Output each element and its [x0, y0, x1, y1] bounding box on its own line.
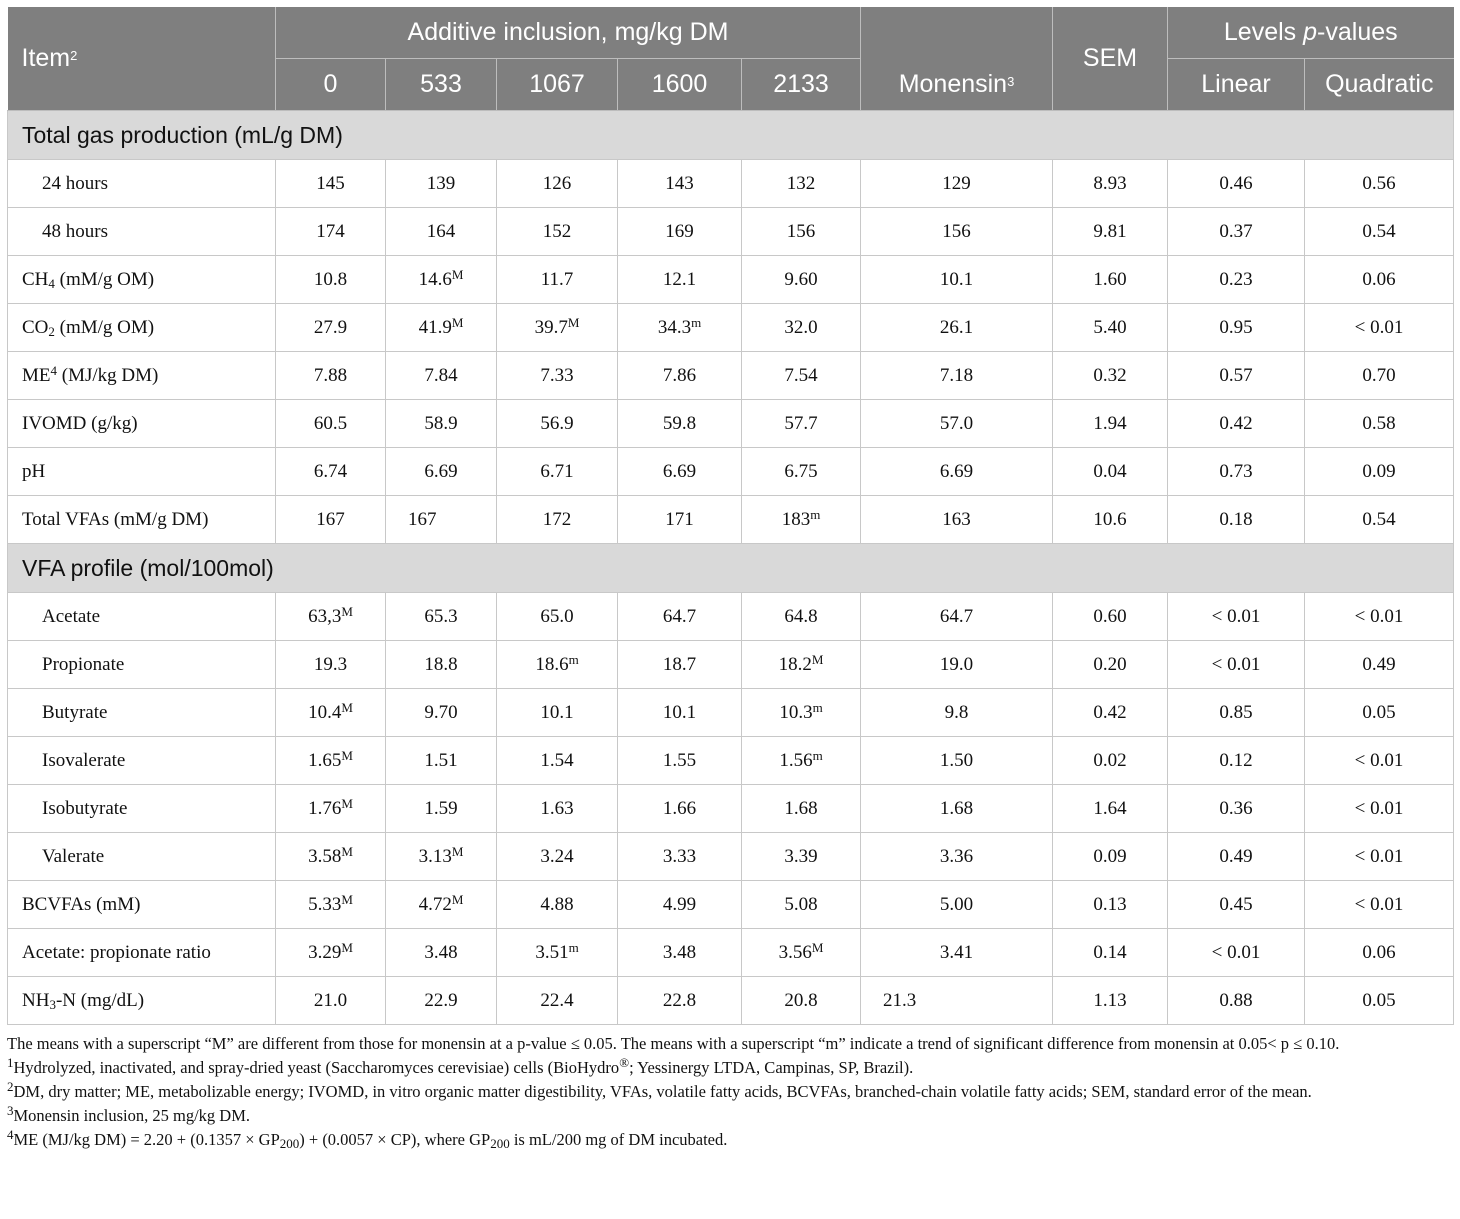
monensin-header: Monensin$^3$: [861, 59, 1053, 111]
table-cell: 5.08: [742, 881, 861, 929]
table-row: [8, 689, 1454, 737]
footnote-2: $^2$DM, dry matter; ME, metabolizable energy; IVOMD, in vitro organic matter digestibility, VFAs, volatile fatty acids, BCVFAs, branched-chain volatile fatty acids; SEM, standard error of the mean.: [7, 1079, 1312, 1101]
row-label: $NH_3-N$ (mg/dL): [8, 977, 276, 1025]
table-cell: 7.88: [276, 352, 386, 400]
table-cell: 143: [618, 160, 742, 208]
table-cell: 0.54: [1305, 496, 1454, 544]
footnote-3: $^3$Monensin inclusion, 25 mg/kg DM.: [7, 1103, 251, 1125]
table-cell: 12.1: [618, 256, 742, 304]
table-cell: 5.00: [861, 881, 1053, 929]
level-header-1067: 1067: [497, 59, 618, 111]
table-cell: 1.63: [497, 785, 618, 833]
table-cell: 3.41: [861, 929, 1053, 977]
table-cell: 139: [386, 160, 497, 208]
table-cell: < 0.01: [1305, 304, 1454, 352]
table-row: [8, 593, 1454, 641]
significance-mark: M: [451, 891, 464, 907]
table-cell: $14.6^M$: [386, 256, 497, 304]
table-cell: < 0.01: [1168, 641, 1305, 689]
table-cell: 0.23: [1168, 256, 1305, 304]
table-cell: 152: [497, 208, 618, 256]
significance-mark: M: [811, 939, 824, 955]
table-row: [8, 160, 1454, 208]
table-cell: 164: [386, 208, 497, 256]
table-cell: 26.1: [861, 304, 1053, 352]
table-cell: $3.13^M$: [386, 833, 497, 881]
significance-mark: m: [812, 699, 823, 715]
table-cell: 6.74: [276, 448, 386, 496]
table-cell: 1.64: [1053, 785, 1168, 833]
row-label: 24 hours: [8, 160, 276, 208]
table-cell: 22.8: [618, 977, 742, 1025]
table-cell: 0.45: [1168, 881, 1305, 929]
table-cell: < 0.01: [1305, 785, 1454, 833]
sem-header: SEM: [1053, 7, 1168, 111]
table-cell: < 0.01: [1305, 833, 1454, 881]
table-cell: 0.06: [1305, 256, 1454, 304]
item-header: Item$^2$: [8, 7, 276, 111]
table-row: [8, 208, 1454, 256]
significance-mark: M: [341, 699, 353, 715]
significance-mark: M: [341, 939, 353, 955]
table-cell: $39.7^M$: [497, 304, 618, 352]
table-cell: 0.58: [1305, 400, 1454, 448]
significance-mark: M: [341, 603, 353, 619]
table-cell: 1.50: [861, 737, 1053, 785]
table-cell: 3.48: [386, 929, 497, 977]
table-cell: 57.0: [861, 400, 1053, 448]
table-cell: 6.71: [497, 448, 618, 496]
section-header-row: [8, 111, 1454, 160]
table-cell: 1.51: [386, 737, 497, 785]
table-cell: 1.60: [1053, 256, 1168, 304]
section-header-row: [8, 544, 1454, 593]
table-cell: 18.6$^m$: [497, 641, 618, 689]
table-cell: 0.09: [1305, 448, 1454, 496]
significance-mark: m: [810, 506, 821, 522]
table-cell: 64.8: [742, 593, 861, 641]
table-cell: 0.49: [1305, 641, 1454, 689]
significance-mark: M: [341, 843, 353, 859]
table-cell: 156: [861, 208, 1053, 256]
table-cell: $4.72^M$: [386, 881, 497, 929]
table-cell: 4.88: [497, 881, 618, 929]
table-cell: 21.0: [276, 977, 386, 1025]
significance-mark: m: [568, 651, 579, 667]
table-cell: 1.56$^m$: [742, 737, 861, 785]
table-cell: 0.18: [1168, 496, 1305, 544]
table-cell: 6.69: [386, 448, 497, 496]
table-cell: 6.69: [618, 448, 742, 496]
table-cell: 0.04: [1053, 448, 1168, 496]
table-cell: 3.48: [618, 929, 742, 977]
table-cell: $5.33^M$: [276, 881, 386, 929]
level-header-1600: 1600: [618, 59, 742, 111]
table-cell: 57.7: [742, 400, 861, 448]
table-cell: 9.60: [742, 256, 861, 304]
row-label: $CO_2$ (mM/g OM): [8, 304, 276, 352]
row-label: IVOMD (g/kg): [8, 400, 276, 448]
significance-mark: M: [451, 314, 464, 330]
table-cell: 18.7: [618, 641, 742, 689]
table-cell: < 0.01: [1305, 737, 1454, 785]
table-cell: 19.0: [861, 641, 1053, 689]
table-cell: 10.1: [618, 689, 742, 737]
table-cell: 167: [386, 496, 497, 544]
table-cell: 0.09: [1053, 833, 1168, 881]
table-cell: 3.33: [618, 833, 742, 881]
table-cell: 1.13: [1053, 977, 1168, 1025]
table-cell: 21.3: [861, 977, 1053, 1025]
table-cell: 11.7: [497, 256, 618, 304]
table-row: [8, 496, 1454, 544]
significance-mark: M: [451, 843, 464, 859]
table-cell: 10.1: [861, 256, 1053, 304]
table-cell: 4.99: [618, 881, 742, 929]
row-label: Total VFAs (mM/g DM): [8, 496, 276, 544]
results-table: [7, 7, 1454, 1025]
table-cell: 129: [861, 160, 1053, 208]
table-cell: 3.51$^m$: [497, 929, 618, 977]
table-cell: 0.54: [1305, 208, 1454, 256]
table-cell: 60.5: [276, 400, 386, 448]
table-cell: 0.37: [1168, 208, 1305, 256]
table-cell: 1.55: [618, 737, 742, 785]
table-cell: 171: [618, 496, 742, 544]
row-label: 48 hours: [8, 208, 276, 256]
table-cell: 9.81: [1053, 208, 1168, 256]
row-label: BCVFAs (mM): [8, 881, 276, 929]
table-cell: 7.54: [742, 352, 861, 400]
table-body: [8, 111, 1454, 1025]
table-cell: 22.9: [386, 977, 497, 1025]
table-cell: 132: [742, 160, 861, 208]
table-cell: 22.4: [497, 977, 618, 1025]
table-cell: 3.36: [861, 833, 1053, 881]
table-cell: 0.49: [1168, 833, 1305, 881]
table-cell: < 0.01: [1305, 881, 1454, 929]
table-header: [8, 7, 1454, 111]
monensin-header-top: [861, 7, 1053, 59]
table-cell: 0.05: [1305, 977, 1454, 1025]
significance-mark: M: [451, 266, 464, 282]
table-cell: 56.9: [497, 400, 618, 448]
table-cell: 32.0: [742, 304, 861, 352]
table-cell: 172: [497, 496, 618, 544]
table-cell: 19.3: [276, 641, 386, 689]
table-cell: 0.46: [1168, 160, 1305, 208]
table-cell: 0.12: [1168, 737, 1305, 785]
table-cell: 169: [618, 208, 742, 256]
linear-header: Linear: [1168, 59, 1305, 111]
table-cell: 64.7: [618, 593, 742, 641]
table-container: [7, 7, 1453, 1152]
table-cell: 156: [742, 208, 861, 256]
table-cell: 0.02: [1053, 737, 1168, 785]
table-cell: $41.9^M$: [386, 304, 497, 352]
table-cell: 9.70: [386, 689, 497, 737]
footnote-main: The means with a superscript “M” are different from those for monensin at a p-value ≤ 0.05. The means with a superscript “m” indicate a trend of significant difference from monensin at 0.05< p ≤ 0.10.: [7, 1034, 1340, 1053]
table-cell: 18.8: [386, 641, 497, 689]
table-row: [8, 737, 1454, 785]
table-cell: < 0.01: [1305, 593, 1454, 641]
table-cell: 65.0: [497, 593, 618, 641]
table-cell: 9.8: [861, 689, 1053, 737]
table-cell: < 0.01: [1168, 593, 1305, 641]
table-row: [8, 304, 1454, 352]
table-cell: 163: [861, 496, 1053, 544]
table-cell: 64.7: [861, 593, 1053, 641]
table-row: [8, 400, 1454, 448]
table-cell: 145: [276, 160, 386, 208]
table-cell: 34.3$^m$: [618, 304, 742, 352]
significance-mark: M: [811, 651, 824, 667]
row-label: Valerate: [8, 833, 276, 881]
level-header-0: 0: [276, 59, 386, 111]
table-cell: 10.1: [497, 689, 618, 737]
row-label: pH: [8, 448, 276, 496]
significance-mark: M: [341, 795, 353, 811]
table-cell: 0.32: [1053, 352, 1168, 400]
table-cell: 1.54: [497, 737, 618, 785]
row-label: Isobutyrate: [8, 785, 276, 833]
table-cell: 7.18: [861, 352, 1053, 400]
row-label: $CH_4$ (mM/g OM): [8, 256, 276, 304]
table-cell: 10.3$^m$: [742, 689, 861, 737]
table-cell: 6.69: [861, 448, 1053, 496]
table-cell: 1.59: [386, 785, 497, 833]
table-row: [8, 448, 1454, 496]
footnote-4: $^4$ME (MJ/kg $DM) = 2.20 + (0.1357 \times GP_{200}) + (0.0057 \times CP)$, where $GP_{200}$ is mL/200 mg of DM incubated.: [7, 1127, 728, 1151]
table-cell: 126: [497, 160, 618, 208]
level-header-2133: 2133: [742, 59, 861, 111]
table-cell: $10.4^M$: [276, 689, 386, 737]
table-cell: 59.8: [618, 400, 742, 448]
table-row: [8, 256, 1454, 304]
row-label: $ME^4$ (MJ/kg DM): [8, 352, 276, 400]
table-cell: 0.42: [1168, 400, 1305, 448]
table-cell: 8.93: [1053, 160, 1168, 208]
table-cell: $1.65^M$: [276, 737, 386, 785]
table-cell: 65.3: [386, 593, 497, 641]
table-cell: $3.58^M$: [276, 833, 386, 881]
table-cell: 0.60: [1053, 593, 1168, 641]
significance-mark: m: [568, 939, 579, 955]
footnote-1: $^1$Hydrolyzed, inactivated, and spray-dried yeast (Saccharomyces cerevisiae) cells (BioHydro®; Yessinergy LTDA, Campinas, SP, Brazil).: [7, 1055, 914, 1077]
table-cell: 0.36: [1168, 785, 1305, 833]
table-cell: 0.14: [1053, 929, 1168, 977]
table-cell: 10.6: [1053, 496, 1168, 544]
table-cell: 10.8: [276, 256, 386, 304]
significance-mark: M: [567, 314, 580, 330]
row-label: Acetate: [8, 593, 276, 641]
table-cell: < 0.01: [1168, 929, 1305, 977]
table-cell: 7.84: [386, 352, 497, 400]
table-cell: 0.42: [1053, 689, 1168, 737]
table-cell: $18.2^M$: [742, 641, 861, 689]
table-cell: 3.24: [497, 833, 618, 881]
table-cell: 0.20: [1053, 641, 1168, 689]
table-cell: 0.13: [1053, 881, 1168, 929]
table-cell: 5.40: [1053, 304, 1168, 352]
table-row: [8, 929, 1454, 977]
table-cell: 1.68: [861, 785, 1053, 833]
table-cell: 1.68: [742, 785, 861, 833]
footnotes: [7, 1032, 1453, 1152]
table-cell: 1.94: [1053, 400, 1168, 448]
table-cell: 20.8: [742, 977, 861, 1025]
table-cell: $3.29^M$: [276, 929, 386, 977]
table-cell: 3.39: [742, 833, 861, 881]
table-cell: 0.06: [1305, 929, 1454, 977]
table-cell: 7.33: [497, 352, 618, 400]
table-cell: 27.9: [276, 304, 386, 352]
row-label: Isovalerate: [8, 737, 276, 785]
level-header-533: 533: [386, 59, 497, 111]
table-cell: 1.66: [618, 785, 742, 833]
table-cell: 174: [276, 208, 386, 256]
table-cell: 167: [276, 496, 386, 544]
section-title: VFA profile (mol/100mol): [8, 544, 1454, 593]
table-row: [8, 977, 1454, 1025]
table-row: [8, 352, 1454, 400]
table-cell: 0.05: [1305, 689, 1454, 737]
table-cell: 58.9: [386, 400, 497, 448]
table-cell: 0.70: [1305, 352, 1454, 400]
table-cell: 0.95: [1168, 304, 1305, 352]
additive-inclusion-header: Additive inclusion, mg/kg DM: [276, 7, 861, 59]
significance-mark: M: [341, 891, 353, 907]
significance-mark: M: [341, 747, 353, 763]
significance-mark: m: [812, 747, 823, 763]
pvalues-header: Levels p-values: [1168, 7, 1454, 59]
table-cell: 7.86: [618, 352, 742, 400]
table-cell: 0.57: [1168, 352, 1305, 400]
row-label: Propionate: [8, 641, 276, 689]
table-cell: 0.73: [1168, 448, 1305, 496]
table-cell: 0.85: [1168, 689, 1305, 737]
row-label: Acetate: propionate ratio: [8, 929, 276, 977]
table-row: [8, 785, 1454, 833]
table-cell: $63,3^M$: [276, 593, 386, 641]
table-cell: 183$^m$: [742, 496, 861, 544]
table-cell: 6.75: [742, 448, 861, 496]
row-label: Butyrate: [8, 689, 276, 737]
table-row: [8, 833, 1454, 881]
table-cell: $3.56^M$: [742, 929, 861, 977]
table-cell: 0.88: [1168, 977, 1305, 1025]
significance-mark: m: [691, 314, 702, 330]
table-row: [8, 881, 1454, 929]
table-cell: $1.76^M$: [276, 785, 386, 833]
table-row: [8, 641, 1454, 689]
table-cell: 0.56: [1305, 160, 1454, 208]
quadratic-header: Quadratic: [1305, 59, 1454, 111]
section-title: Total gas production (mL/g DM): [8, 111, 1454, 160]
